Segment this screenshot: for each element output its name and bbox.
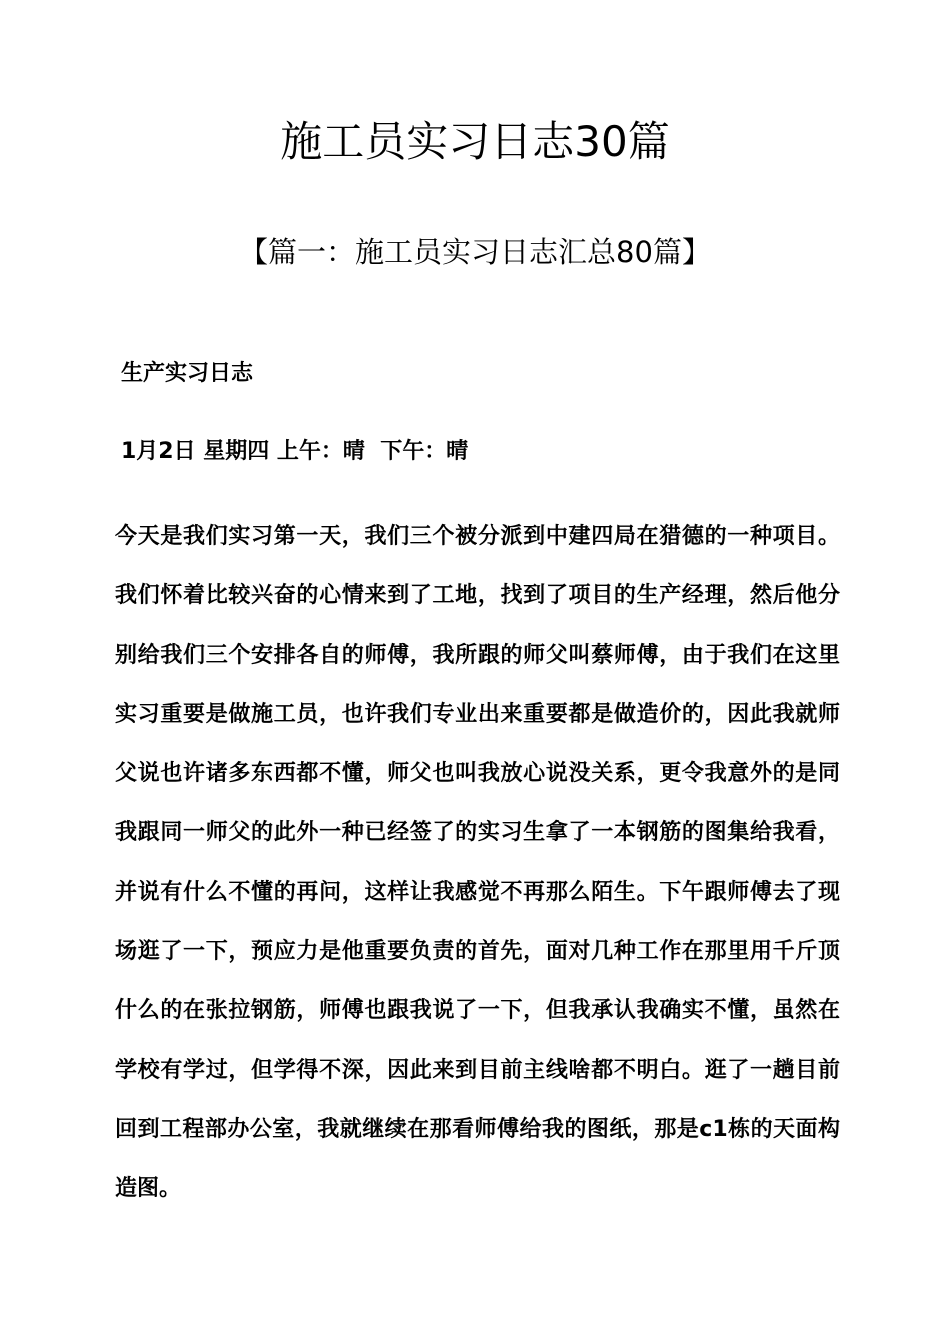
document-title: 施工员实习日志30篇 [280, 117, 670, 166]
section-heading: 【篇一：施工员实习日志汇总80篇】 [239, 235, 711, 269]
sub-heading: 生产实习日志 [121, 361, 254, 386]
body-paragraph: 今天是我们实习第一天，我们三个被分派到中建四局在猎德的一种项目。我们怀着比较兴奋的心情来到了工地，找到了项目的生产经理，然后他分别给我们三个安排各自的师傅，我所跟的师父叫蔡师傅，由于我们在这里实习重要是做施工员，也许我们专业出来重要都是做造价的，因此我就师父说也许诸多东西都不懂，师父也叫我放心说没关系，更令我意外的是同我跟同一师父的此外一种已经签了的实习生拿了一本钢筋的图集给我看，并说有什么不懂的再问，这样让我感觉不再那么陌生。下午跟师傅去了现场逛了一下，预应力是他重要负责的首先，面对几种工作在那里用千斤顶什么的在张拉钢筋，师傅也跟我说了一下，但我承认我确实不懂，虽然在学校有学过，但学得不深，因此来到目前主线啥都不明白。逛了一趟目前回到工程部办公室，我就继续在那看师傅给我的图纸，那是c1栋的天面构造图。 [115, 524, 840, 1202]
date-weather-line: 1月2日 星期四 上午：晴 下午：晴 [121, 439, 469, 464]
